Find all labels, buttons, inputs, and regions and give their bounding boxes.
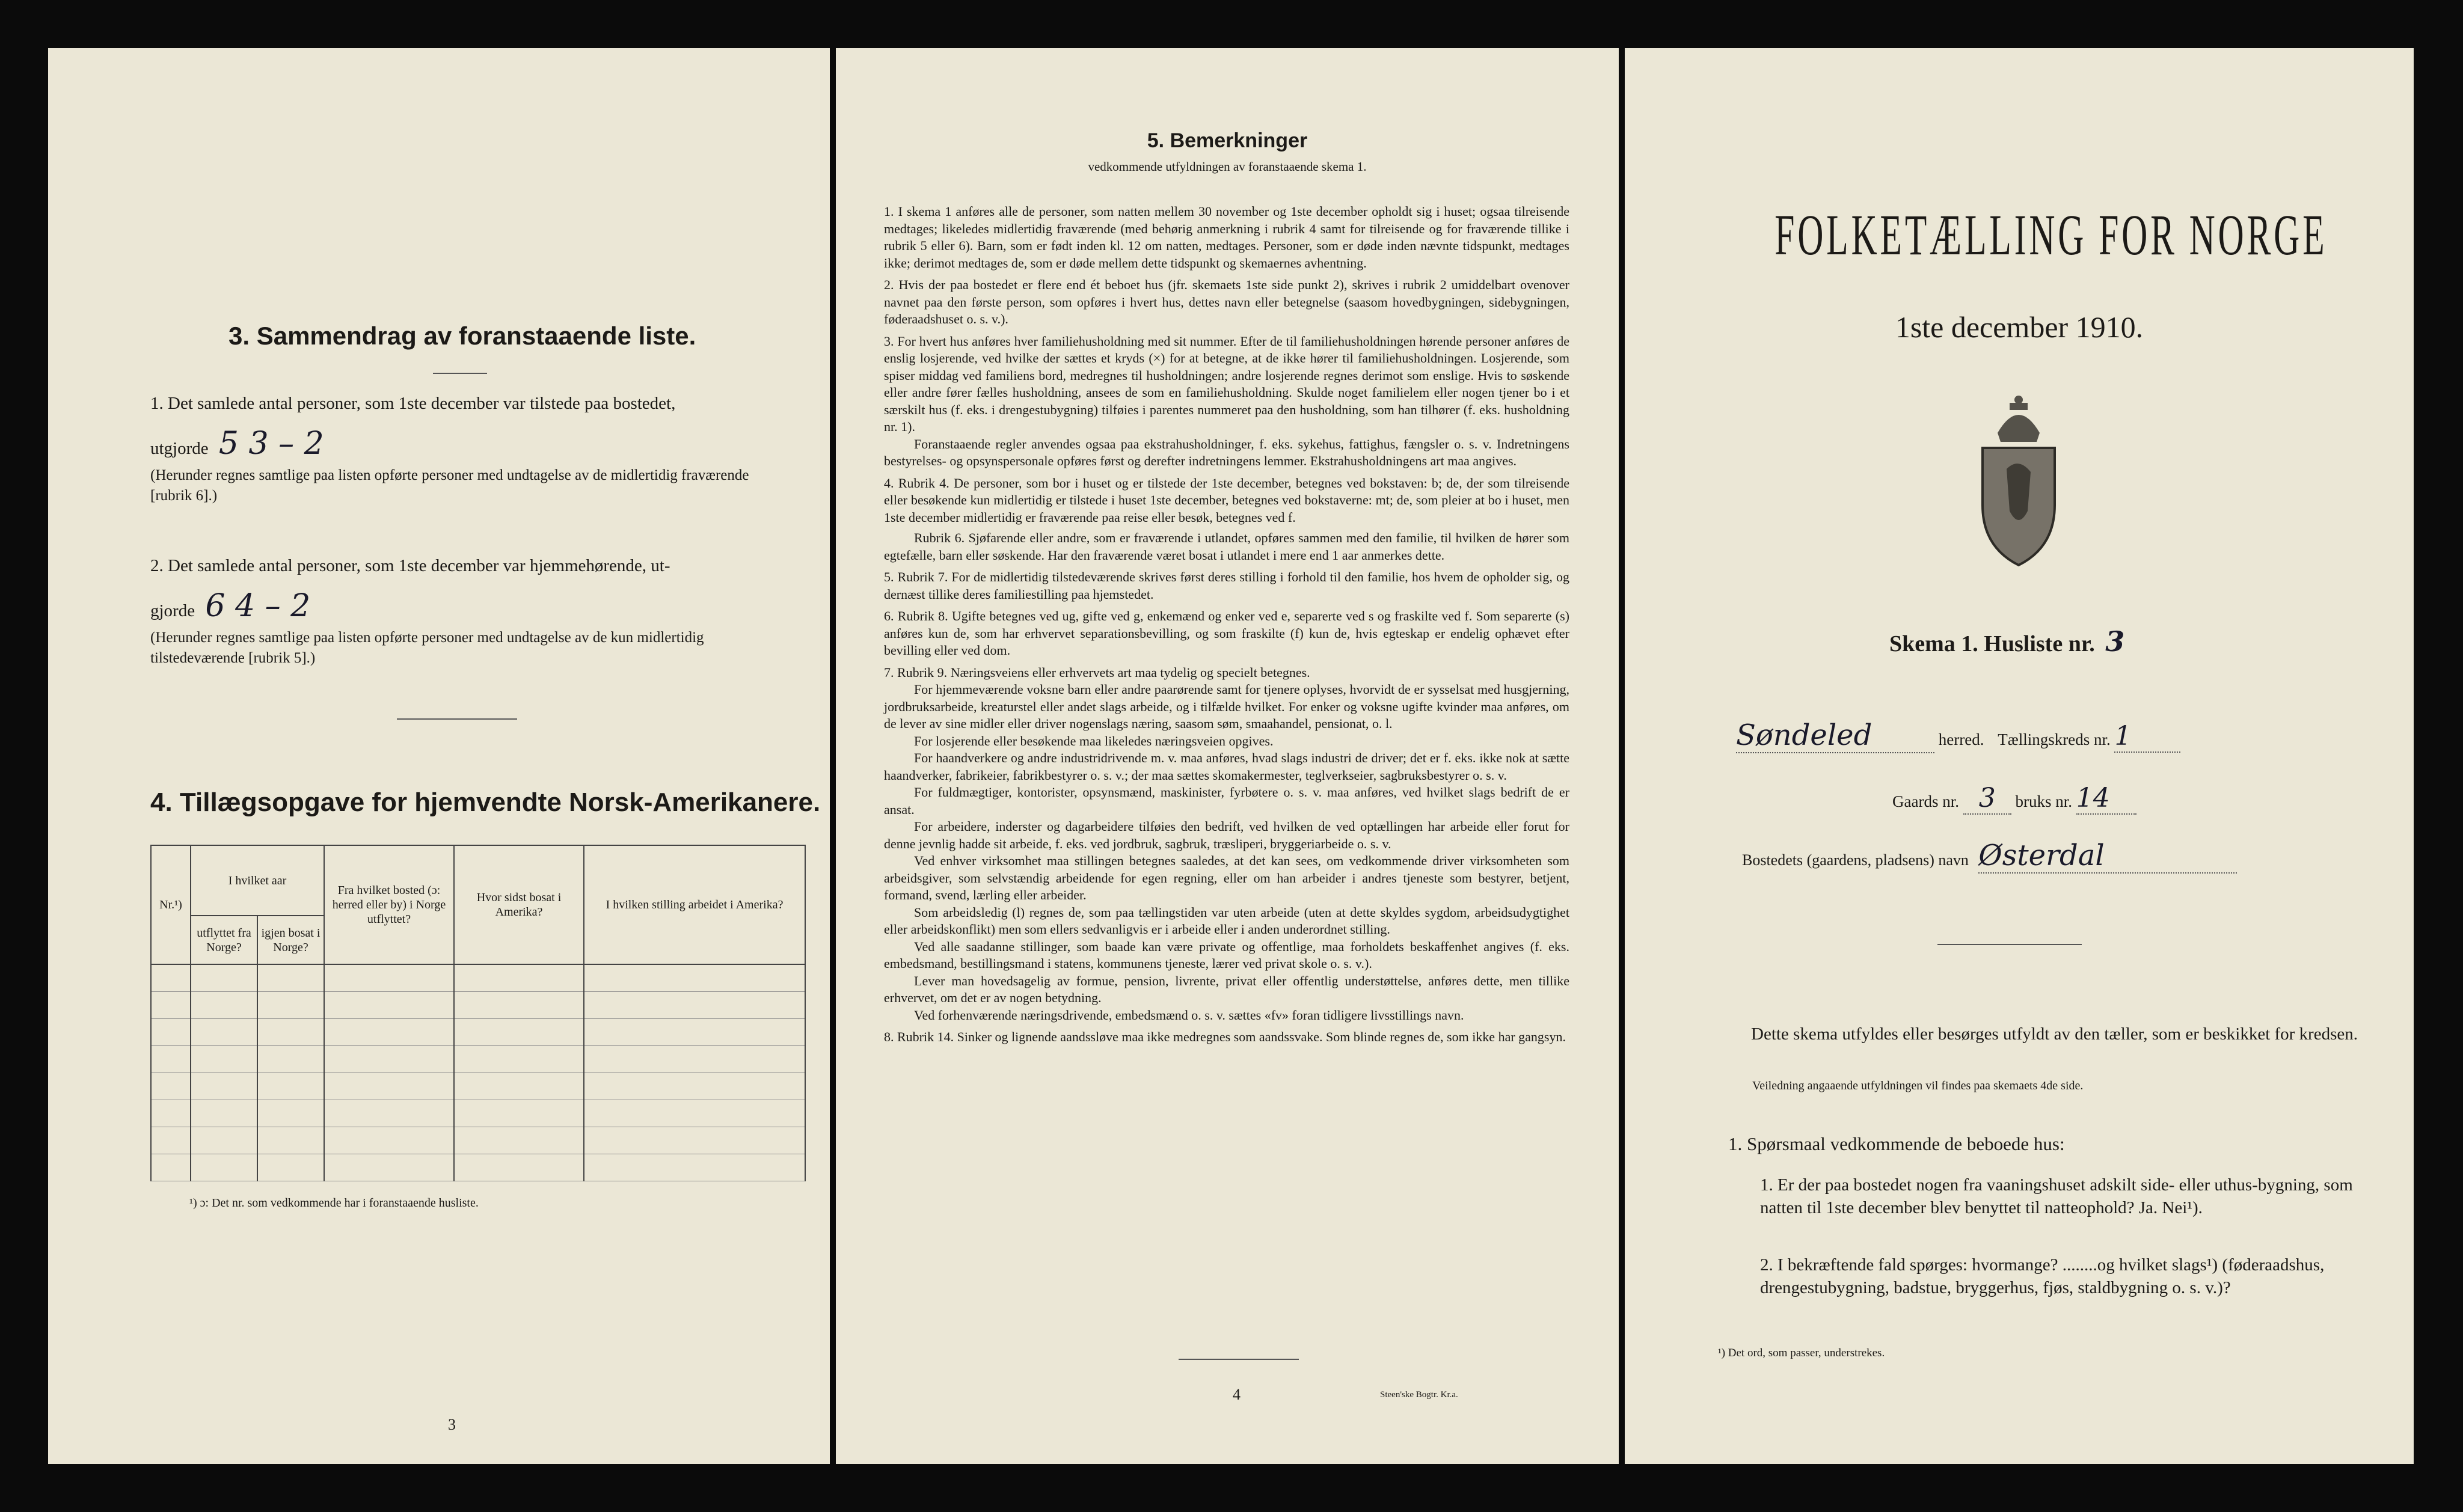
printer-mark: Steen'ske Bogtr. Kr.a.: [1380, 1390, 1458, 1400]
remark-5: 5. Rubrik 7. For de midlertidig tilstedeværende skrives først deres stilling i forhold til den familie, hos hvem de opholder sig, og dernæst tillike deres familiestilling paa hjemstedet.: [884, 569, 1569, 602]
summary-item-1-prefix: utgjorde: [150, 439, 209, 458]
remarks-list: [884, 203, 1569, 1046]
remarks-heading: 5. Bemerkninger: [1147, 129, 1308, 152]
remark-7j: Lever man hovedsagelig av formue, pension, livrente, privat eller offentlig understøttelse, anføres dette, men tillike erhvervet, om det er av nogen betydning.: [884, 973, 1569, 1005]
kreds-label: Tællingskreds nr.: [1998, 730, 2111, 748]
remark-6: 6. Rubrik 8. Ugifte betegnes ved ug, gifte ved g, enkemænd og enker ved e, separerte ved s og fraskilte ved f. Som separerte (s) anføres kun de, som har erhvervet separationsbevilling, og som fraskilte (f) kun de, hvis egteskap er endelig ophævet efter bevilling eller ved dom.: [884, 608, 1569, 658]
remark-7g: Ved enhver virksomhet maa stillingen betegnes saaledes, at det kan sees, om vedkommende driver virksomheten som arbeidsgiver, som selvstændig arbeidende for egen regning, eller om han arbeider i andres tjeneste som bestyrer, betjent, formand, svend, lærling eller arbeider.: [884, 853, 1569, 902]
section-3-heading: 3. Sammendrag av foranstaaende liste.: [229, 322, 696, 350]
husliste-nr-value: 3: [2105, 625, 2125, 658]
remark-7c: For losjerende eller besøkende maa likeledes næringsveien opgives.: [914, 733, 1274, 748]
ornament-divider: [1937, 944, 2082, 945]
page-number: 4: [1233, 1386, 1241, 1403]
kreds-value: 1: [2114, 721, 2180, 753]
title-text: FOLKETÆLLING FOR NORGE: [1774, 203, 2328, 267]
remark-8: 8. Rubrik 14. Sinker og lignende aandssløve maa ikke medregnes som aandssvake. Som blinde regnes de, som ikke har gangsyn.: [884, 1029, 1566, 1044]
remark-3: 3. For hvert hus anføres hver familiehusholdning med sit nummer. Efter de til familiehusholdningen hørende personer anføres de enslig losjerende, ved hvilke der sættes et kryds (×) for at betegne, at de ikke hører til familiehusholdningen. Losjerende, som spiser middag ved familiens bord, medregnes til husholdningen; andre losjerende regnes derimot som enslige. Hvis to søskende eller andre fører fælles husholdning, ansees de som en familiehusholdning. Skulde noget familielem eller nogen tjener bo i et særskilt hus (f. eks. i drengestubygning) tilføies i parentes nummeret paa den husholdning, som han tilhører (f. eks. husholdning nr. 1).: [884, 333, 1569, 434]
bosted-value: Østerdal: [1978, 839, 2237, 874]
remark-7e: For fuldmægtiger, kontorister, opsynsmænd, maskinister, fyrbøtere o. s. v. maa anføres, ved hvilket slags bedrift de er ansat.: [884, 785, 1569, 817]
remarks-subheading: vedkommende utfyldningen av foranstaaende skema 1.: [1088, 159, 1367, 174]
instruction-text: Dette skema utfyldes eller besørges utfyldt av den tæller, som er beskikket for kredsen.: [1751, 1024, 2358, 1044]
remark-7d: For haandverkere og andre industridrivende m. v. maa anføres, hvad slags industri de driver; det er f. eks. ikke nok at sætte haandverker, fabrikeier, fabrikbestyrer o. s. v.; der maa sættes skomakermester, teglverkseier, sagbruksbestyrer o. s. v.: [884, 750, 1569, 783]
page-3-summary: [48, 48, 830, 1464]
remark-7f: For arbeidere, inderster og dagarbeidere tilføies den bedrift, ved hvilken de ved optællingen har arbeide eller forut for denne jevnlig hadde sit arbeide, f. eks. ved jordbruk, sagbruk, træsliperi, bryggeriarbeide o. s. v.: [884, 819, 1569, 851]
gaards-value: 3: [1963, 783, 2011, 815]
remark-7k: Ved forhenværende næringsdrivende, embedsmænd o. s. v. sættes «fv» foran tidligere livsstillings navn.: [914, 1007, 1464, 1023]
summary-item-2: [150, 556, 818, 669]
remark-7b: For hjemmeværende voksne barn eller andre paarørende samt for tjenere oplyses, hvorvidt de er sysselsat med husgjerning, jordbruksarbeide, kreaturstel eller andet slags arbeide, og i tilfælde hvilket. For enker og voksne ugifte kvinder maa anføres, om de lever av sine midler eller driver nogenslags næring, saasom søm, smaahandel, pensionat, o. l.: [884, 682, 1569, 731]
bosted-label: Bostedets (gaardens, pladsens) navn: [1742, 851, 1969, 869]
herred-value: Søndeled: [1736, 718, 1934, 753]
remark-2: 2. Hvis der paa bostedet er flere end ét beboet hus (jfr. skemaets 1ste side punkt 2), skrives i rubrik 2 umiddelbart ovenover navnet paa den første person, som opføres i hvert hus, dettes navn eller betegnelse (saasom hovedbygningen, sidebygningen, føderaadshuset o. s. v.).: [884, 277, 1569, 326]
herred-label: herred.: [1938, 730, 1984, 748]
gaards-line: [1892, 783, 2136, 815]
norway-coat-of-arms-icon: [1962, 391, 2076, 571]
summary-item-2-value: 6 4 – 2: [205, 588, 311, 624]
remark-1: 1. I skema 1 anføres alle de personer, som natten mellem 30 november og 1ste december opholdt sig i huset; ogsaa tilreisende medtages; likeledes midlertidig fraværende (med behørig anmerkning i rubrik 4 samt for tilreisende og for fraværende tillike i rubrik 5 eller 6). Barn, som er født inden kl. 12 om natten, medtages. Personer, som er døde inden nævnte tidspunkt, medtages ikke; derimot medtages de, som er døde mellem dette tidspunkt og skemaernes avhentning.: [884, 204, 1569, 271]
col-last: Hvor sidst bosat i Amerika?: [454, 845, 584, 964]
summary-item-1-value: 5 3 – 2: [218, 426, 324, 462]
questions-heading: 1. Spørsmaal vedkommende de beboede hus:: [1728, 1133, 2065, 1154]
section-4-heading: 4. Tillægsopgave for hjemvendte Norsk-Amerikanere.: [150, 788, 821, 817]
summary-item-2-text: 2. Det samlede antal personer, som 1ste december var hjemmehørende, ut-: [150, 556, 670, 575]
summary-item-1: [150, 394, 818, 506]
remark-7: 7. Rubrik 9. Næringsveiens eller erhvervets art maa tydelig og specielt betegnes.: [884, 664, 1310, 680]
remark-4b: Rubrik 6. Sjøfarende eller andre, som er fraværende i utlandet, opføres sammen med den familie, til hvilken de hører som egtefælle, barn eller søskende. Har den fraværende været bosat i utlandet i mere end 1 aar anmerkes dette.: [884, 530, 1569, 563]
page-number: 3: [448, 1416, 456, 1433]
table-footnote: ¹) ɔ: Det nr. som vedkommende har i foranstaaende husliste.: [189, 1196, 479, 1210]
bruks-label: bruks nr.: [2015, 792, 2072, 810]
title: [1625, 201, 2414, 268]
divider: [433, 373, 487, 374]
bruks-value: 14: [2076, 783, 2136, 815]
census-date: 1ste december 1910.: [1895, 310, 2144, 344]
skema-line: [1889, 625, 2124, 658]
summary-item-1-note: (Herunder regnes samtlige paa listen opførte personer med undtagelse av de midlertidig fraværende [rubrik 6].): [150, 467, 749, 504]
page-1-cover: [1625, 48, 2414, 1464]
question-1: 1. Er der paa bostedet nogen fra vaaningshuset adskilt side- eller uthus-bygning, som natten til 1ste december blev benyttet til natteophold? Ja. Nei¹).: [1760, 1175, 2353, 1217]
remark-4: 4. Rubrik 4. De personer, som bor i huset og er tilstede der 1ste december, betegnes ved bokstaven: b; de, der som tilreisende eller besøkende kun midlertidig er tilstede i huset 1ste december, betegnes ved bokstaverne: mt; de, som pleier at bo i huset, men 1ste december midlertidig er fraværende paa reise eller besøk, betegnes ved f.: [884, 475, 1569, 525]
skema-label: Skema 1. Husliste nr.: [1889, 631, 2095, 657]
col-year-group: I hvilket aar: [191, 845, 324, 916]
col-emigrated: utflyttet fra Norge?: [191, 916, 257, 964]
col-returned: igjen bosat i Norge?: [257, 916, 324, 964]
remark-7i: Ved alle saadanne stillinger, som baade kan være private og offentlige, maa forholdets beskaffenhet angives (f. eks. embedsmand, bestillingsmand i statens, kommunens tjeneste, lærer ved privat skole o. s. v.).: [884, 938, 1569, 971]
col-from: Fra hvilket bosted (ɔ: herred eller by) i Norge utflyttet?: [324, 845, 454, 964]
instruction-note: Veiledning angaaende utfyldningen vil findes paa skemaets 4de side.: [1752, 1079, 2084, 1092]
bosted-line: [1742, 839, 2237, 874]
remark-7h: Som arbeidsledig (l) regnes de, som paa tællingstiden var uten arbeide (uten at dette skyldes sygdom, arbeidsudygtighet eller arbeidskonflikt) men som ellers sedvanligvis er i arbeide eller i anden underordnet stilling.: [884, 904, 1569, 937]
cover-footnote: ¹) Det ord, som passer, understrekes.: [1718, 1347, 1885, 1359]
col-nr: Nr.¹): [151, 845, 191, 964]
divider: [1179, 1359, 1299, 1360]
col-position: I hvilken stilling arbeidet i Amerika?: [584, 845, 805, 964]
summary-item-2-prefix: gjorde: [150, 601, 195, 620]
norsk-amerikanere-table: [150, 845, 806, 1181]
divider: [397, 718, 517, 720]
gaards-label: Gaards nr.: [1892, 792, 1959, 810]
page-4-remarks: [836, 48, 1619, 1464]
remark-3b: Foranstaaende regler anvendes ogsaa paa ekstrahusholdninger, f. eks. sykehus, fattighus, fængsler o. s. v. Indretningens bestyrelses- og opsynspersonale opføres først og derefter indretningens lemmer. Ekstrahusholdningens art maa angives.: [884, 436, 1569, 468]
summary-item-1-text: 1. Det samlede antal personer, som 1ste december var tilstede paa bostedet,: [150, 394, 676, 413]
herred-line: [1736, 718, 2180, 753]
summary-item-2-note: (Herunder regnes samtlige paa listen opførte personer med undtagelse av de kun midlertidig tilstedeværende [rubrik 5].): [150, 629, 704, 666]
question-2: 2. I bekræftende fald spørges: hvormange? ........og hvilket slags¹) (føderaadshus, drengestubygning, badstue, bryggerhus, fjøs, staldbygning o. s. v.)?: [1760, 1255, 2325, 1297]
